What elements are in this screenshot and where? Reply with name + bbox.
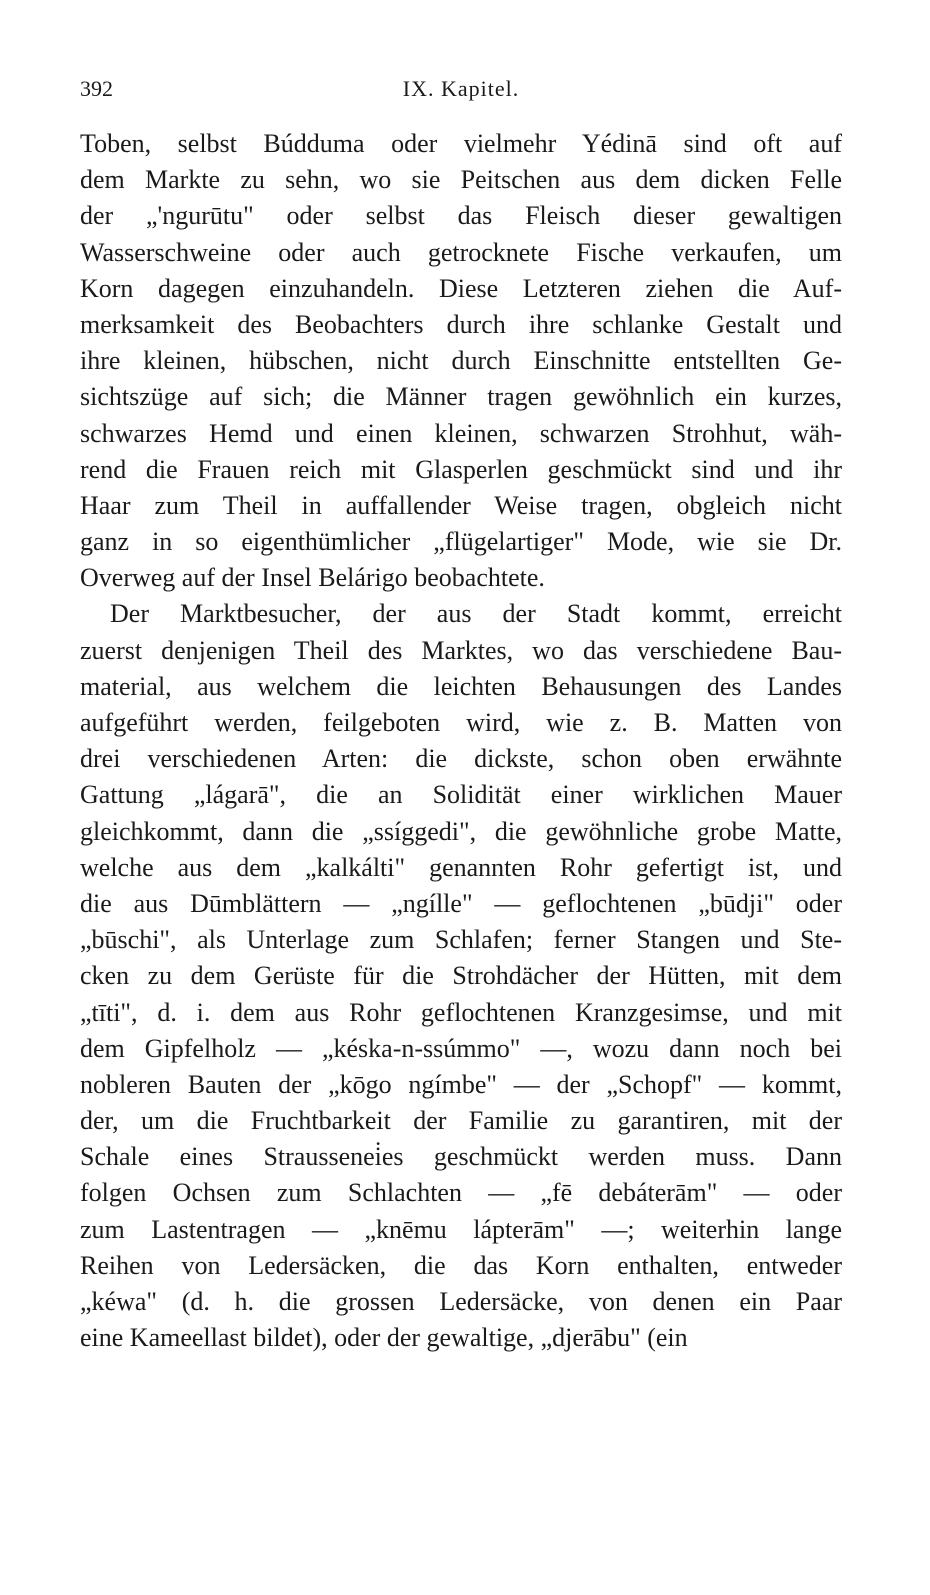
text-line: zuerst denjenigen Theil des Marktes, wo das verschiedene Bau- xyxy=(80,635,842,665)
text-line: drei verschiedenen Arten: die dickste, schon oben erwähnte xyxy=(80,744,842,774)
text-line: rend die Frauen reich mit Glasperlen geschmückt sind und ihr xyxy=(80,454,842,484)
text-line: Reihen von Ledersäcken, die das Korn enthalten, entweder xyxy=(80,1250,842,1280)
text-line: die aus Dūmblättern — „ngílle" — geflochtenen „būdji" oder xyxy=(80,888,842,918)
text-line: sichtszüge auf sich; die Männer tragen gewöhnlich ein kurzes, xyxy=(80,382,842,412)
text-line: Der Marktbesucher, der aus der Stadt kommt, erreicht xyxy=(110,599,842,629)
text-line: „tīti", d. i. dem aus Rohr geflochtenen Kranzgesimse, und mit xyxy=(80,997,842,1027)
chapter-title: IX. Kapitel. xyxy=(402,76,520,101)
text-line: der „'ngurūtu" oder selbst das Fleisch dieser gewaltigen xyxy=(80,201,842,231)
page-number: 392 xyxy=(80,76,113,101)
text-line: nobleren Bauten der „kōgo ngímbe" — der „Schopf" — kommt, xyxy=(80,1069,842,1099)
running-head xyxy=(80,74,842,104)
text-line: Overweg auf der Insel Belárigo beobachtete. xyxy=(80,563,545,593)
text-line: cken zu dem Gerüste für die Strohdächer der Hütten, mit dem xyxy=(80,961,842,991)
text-line: ihre kleinen, hübschen, nicht durch Einschnitte entstellten Ge- xyxy=(80,346,842,376)
text-line: Toben, selbst Búdduma oder vielmehr Yédinā sind oft auf xyxy=(80,129,842,158)
text-line: folgen Ochsen zum Schlachten — „fē debáterām" — oder xyxy=(80,1178,842,1208)
text-line: gleichkommt, dann die „ssíggedi", die gewöhnliche grobe Matte, xyxy=(80,816,842,846)
text-line: ganz in so eigenthümlicher „flügelartiger" Mode, wie sie Dr. xyxy=(80,527,842,557)
text-line: dem Gipfelholz — „késka-n-ssúmmo" —, wozu dann noch bei xyxy=(80,1033,842,1063)
text-line: material, aus welchem die leichten Behausungen des Landes xyxy=(80,671,842,701)
text-line: Schale eines Straussenei̇es geschmückt werden muss. Dann xyxy=(80,1142,842,1172)
text-line: dem Markte zu sehn, wo sie Peitschen aus dem dicken Felle xyxy=(80,165,842,195)
text-line: Korn dagegen einzuhandeln. Diese Letzteren ziehen die Auf- xyxy=(80,273,842,303)
body-text xyxy=(80,126,842,1356)
paragraph xyxy=(80,126,842,596)
text-line: schwarzes Hemd und einen kleinen, schwarzen Strohhut, wäh- xyxy=(80,418,842,448)
text-line: merksamkeit des Beobachters durch ihre schlanke Gestalt und xyxy=(80,309,842,339)
text-line: Wasserschweine oder auch getrocknete Fische verkaufen, um xyxy=(80,237,842,267)
text-line: zum Lastentragen — „knēmu lápterām" —; weiterhin lange xyxy=(80,1214,842,1244)
text-line: der, um die Fruchtbarkeit der Familie zu garantiren, mit der xyxy=(80,1106,842,1136)
text-line: welche aus dem „kalkálti" genannten Rohr gefertigt ist, und xyxy=(80,852,842,882)
text-line: aufgeführt werden, feilgeboten wird, wie z. B. Matten von xyxy=(80,708,842,737)
text-line: „kéwa" (d. h. die grossen Ledersäcke, von denen ein Paar xyxy=(80,1287,842,1316)
paragraph xyxy=(80,596,842,1356)
text-line: Gattung „lágarā", die an Solidität einer wirklichen Mauer xyxy=(80,780,842,810)
text-line: Haar zum Theil in auffallender Weise tragen, obgleich nicht xyxy=(80,490,842,520)
text-line: „būschi", als Unterlage zum Schlafen; ferner Stangen und Ste- xyxy=(80,925,842,955)
text-line: eine Kameellast bildet), oder der gewaltige, „djerābu" (ein xyxy=(80,1323,688,1353)
